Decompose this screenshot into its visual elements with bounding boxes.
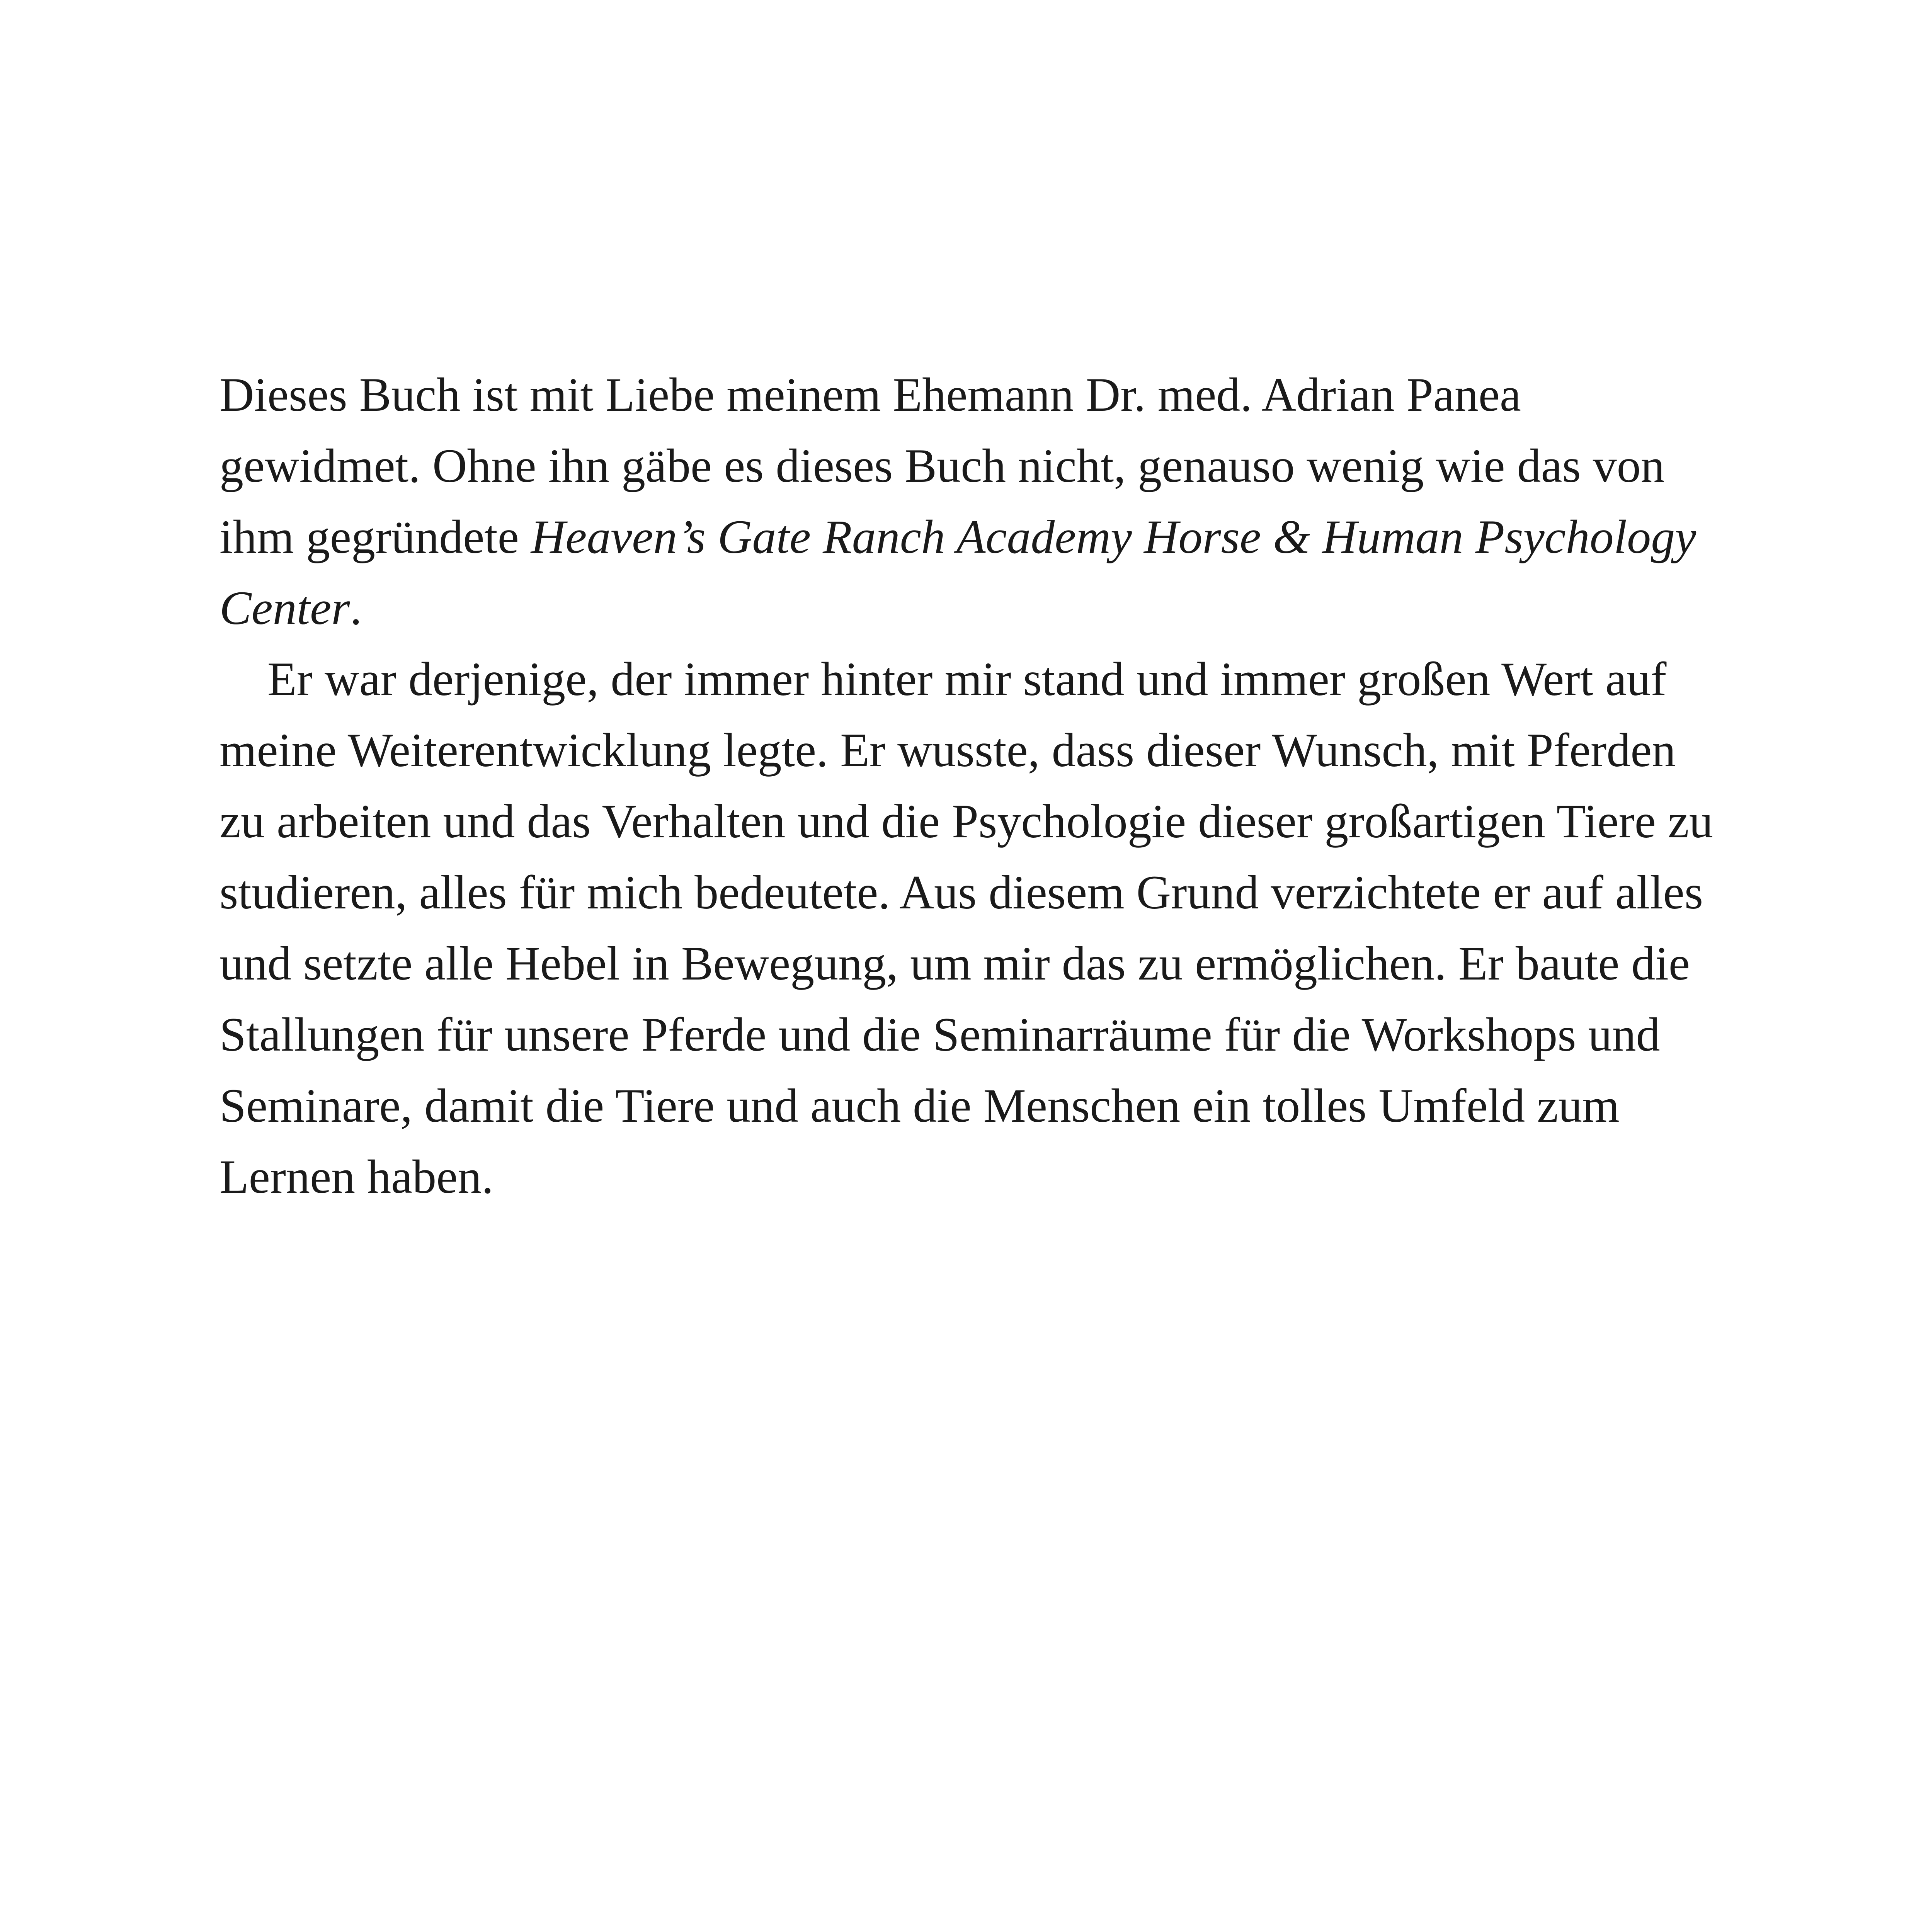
paragraph-1-text: Dieses Buch ist mit Liebe meinem Ehemann Dr. med. Adrian Panea gewidmet. Ohne ihn gäbe es dieses Buch nicht, genauso wenig wie das von ihm gegründete — [220, 368, 1665, 563]
academy-name: Heaven’s Gate Ranch Academy Horse & Human Psychology Center — [220, 510, 1696, 634]
dedication-paragraph-2: Er war derjenige, der immer hinter mir stand und immer großen Wert auf meine Weiterentwicklung legte. Er wusste, dass dieser Wunsch, mit Pferden zu arbeiten und das Verhalten und die Psychologie dieser großartigen Tiere zu studieren, alles für mich bedeutete. Aus diesem Grund verzichtete er auf alles und setzte alle Hebel in Bewegung, um mir das zu ermöglichen. Er baute die Stallungen für unsere Pferde und die Seminarräume für die Workshops und Seminare, damit die Tiere und auch die Menschen ein tolles Umfeld zum Lernen haben. — [220, 653, 1713, 1203]
dedication-text — [220, 359, 1719, 1213]
paragraph-1-end: . — [350, 582, 362, 634]
dedication-paragraph-1 — [220, 359, 1719, 644]
